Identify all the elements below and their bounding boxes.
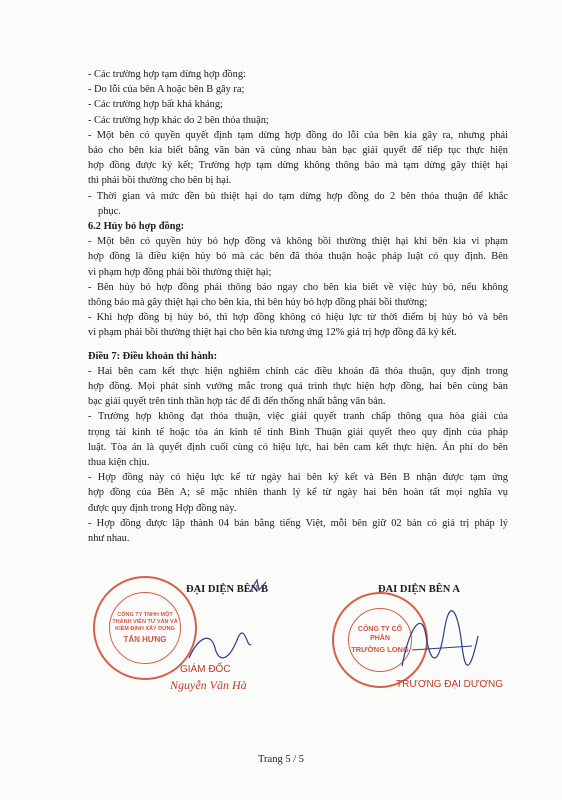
text-line: như nhau. xyxy=(88,533,130,545)
text-line: - Khi hợp đồng bị hủy bỏ, thì hợp đồng không có hiệu lực từ thời điểm bị hủy bỏ và bên xyxy=(88,312,508,324)
signature-heading-a: ĐẠI DIỆN BÊN A xyxy=(378,584,460,595)
text-line: được quy định trong Hợp đồng này. xyxy=(88,502,237,514)
text-line: vi phạm hợp đồng phải bồi thường thiệt hại; xyxy=(88,266,272,278)
text-line: hợp đồng là điều kiện hủy bỏ mà các bên đã thỏa thuận hoặc pháp luật có quy định. Bên xyxy=(88,251,508,263)
signature-b xyxy=(185,630,255,666)
text-line: vi phạm phải bồi thường thiệt hại cho bên kia tương ứng 12% giá trị hợp đồng đã ký kết. xyxy=(88,327,457,339)
signatory-name-a: TRƯƠNG ĐẠI DƯƠNG xyxy=(396,679,504,690)
text-line: thì phải bồi thường cho bên bị hại. xyxy=(88,175,232,187)
text-line: thua kiện chịu. xyxy=(88,457,150,469)
signature-heading-b: ĐẠI DIỆN BÊN B xyxy=(186,584,268,595)
text-line: hợp đồng của Bên A; sẽ mặc nhiên thanh lý kể từ ngày hai bên hoàn tất mọi nghĩa vụ xyxy=(88,487,508,499)
initials-mark-b xyxy=(248,578,268,596)
document-body xyxy=(88,67,508,546)
stamp-company-b: CÔNG TY TNHH MỘT THÀNH VIÊN TƯ VẤN VÀ KIỂM ĐỊNH XÂY DỰNG xyxy=(112,611,178,632)
signatory-title-b: GIÁM ĐỐC xyxy=(180,664,231,675)
stamp-name-a: TRƯỜNG LONG xyxy=(351,645,409,654)
text-line: trọng tài kinh tế hoặc tòa án kinh tế tỉnh Bình Thuận giải quyết theo quy định của pháp xyxy=(88,426,508,438)
text-line: báo cho bên kia biết bằng văn bản và cùng nhau bàn bạc giải quyết để tiếp tục thực hiện xyxy=(88,145,508,157)
text-line: - Hai bên cam kết thực hiện nghiêm chỉnh các điều khoản đã thỏa thuận, quy định trong xyxy=(88,365,508,377)
text-line: - Trường hợp không đạt thỏa thuận, việc giải quyết tranh chấp thông qua hòa giải của xyxy=(88,411,508,423)
text-line: - Hợp đồng được lập thành 04 bản bằng tiếng Việt, mỗi bên giữ 02 bản có giá trị pháp lý xyxy=(88,517,508,529)
text-line: - Thời gian và mức đền bù thiệt hại do tạm dừng hợp đồng do 2 bên thỏa thuận để khắc xyxy=(88,190,508,202)
text-line: - Một bên có quyền hủy bỏ hợp đồng và không bồi thường thiệt hại khi bên kia vi phạm xyxy=(88,236,508,248)
text-line: luật. Tòa án là quyết định cuối cùng có hiệu lực, hai bên cam kết thực hiện. Án phí do bên xyxy=(88,441,508,453)
signature-a xyxy=(392,606,482,676)
text-line: - Bên hủy bỏ hợp đồng phải thông báo ngay cho bên kia biết về việc hủy bỏ, nếu không xyxy=(88,281,508,293)
text-line: - Các trường hợp tạm dừng hợp đồng: xyxy=(88,69,246,80)
text-line: hợp đồng được ký kết; Trường hợp tạm dừng không thông báo mà tạm dừng gây thiệt hại xyxy=(88,160,508,172)
text-line: hợp đồng. Mọi phát sinh vướng mắc trong quá trình thực hiện hợp đồng, hai bên cùng bàn xyxy=(88,381,508,393)
text-line: - Các trường hợp bất khả kháng; xyxy=(88,99,223,111)
text-line: bạc giải quyết trên tinh thần hợp tác để đi đến thống nhất bằng văn bản. xyxy=(88,396,386,408)
section-heading-article-7: Điều 7: Điều khoản thi hành: xyxy=(88,350,218,362)
signatory-name-b: Nguyễn Văn Hà xyxy=(170,678,247,692)
text-line: phục. xyxy=(98,205,121,217)
stamp-name-b: TẤN HƯNG xyxy=(123,634,167,644)
text-line: - Hợp đồng này có hiệu lực kể từ ngày hai bên ký kết và Bên B nhận được tạm ứng xyxy=(88,472,508,484)
page-number: Trang 5 / 5 xyxy=(258,754,304,765)
text-line: - Một bên có quyền quyết định tạm dừng hợp đồng do lỗi của bên kia gây ra, nhưng phải xyxy=(88,129,508,141)
text-line: - Do lỗi của bên A hoặc bên B gây ra; xyxy=(88,84,245,96)
section-heading-6-2: 6.2 Hủy bỏ hợp đồng: xyxy=(88,221,185,233)
text-line: thông báo mà gây thiệt hại cho bên kia, thì bên hủy bỏ hợp đồng phải bồi thường; xyxy=(88,297,428,309)
stamp-company-a: CÔNG TY CỔ PHẦN xyxy=(357,626,403,642)
text-line: - Các trường hợp khác do 2 bên thỏa thuận; xyxy=(88,114,269,126)
